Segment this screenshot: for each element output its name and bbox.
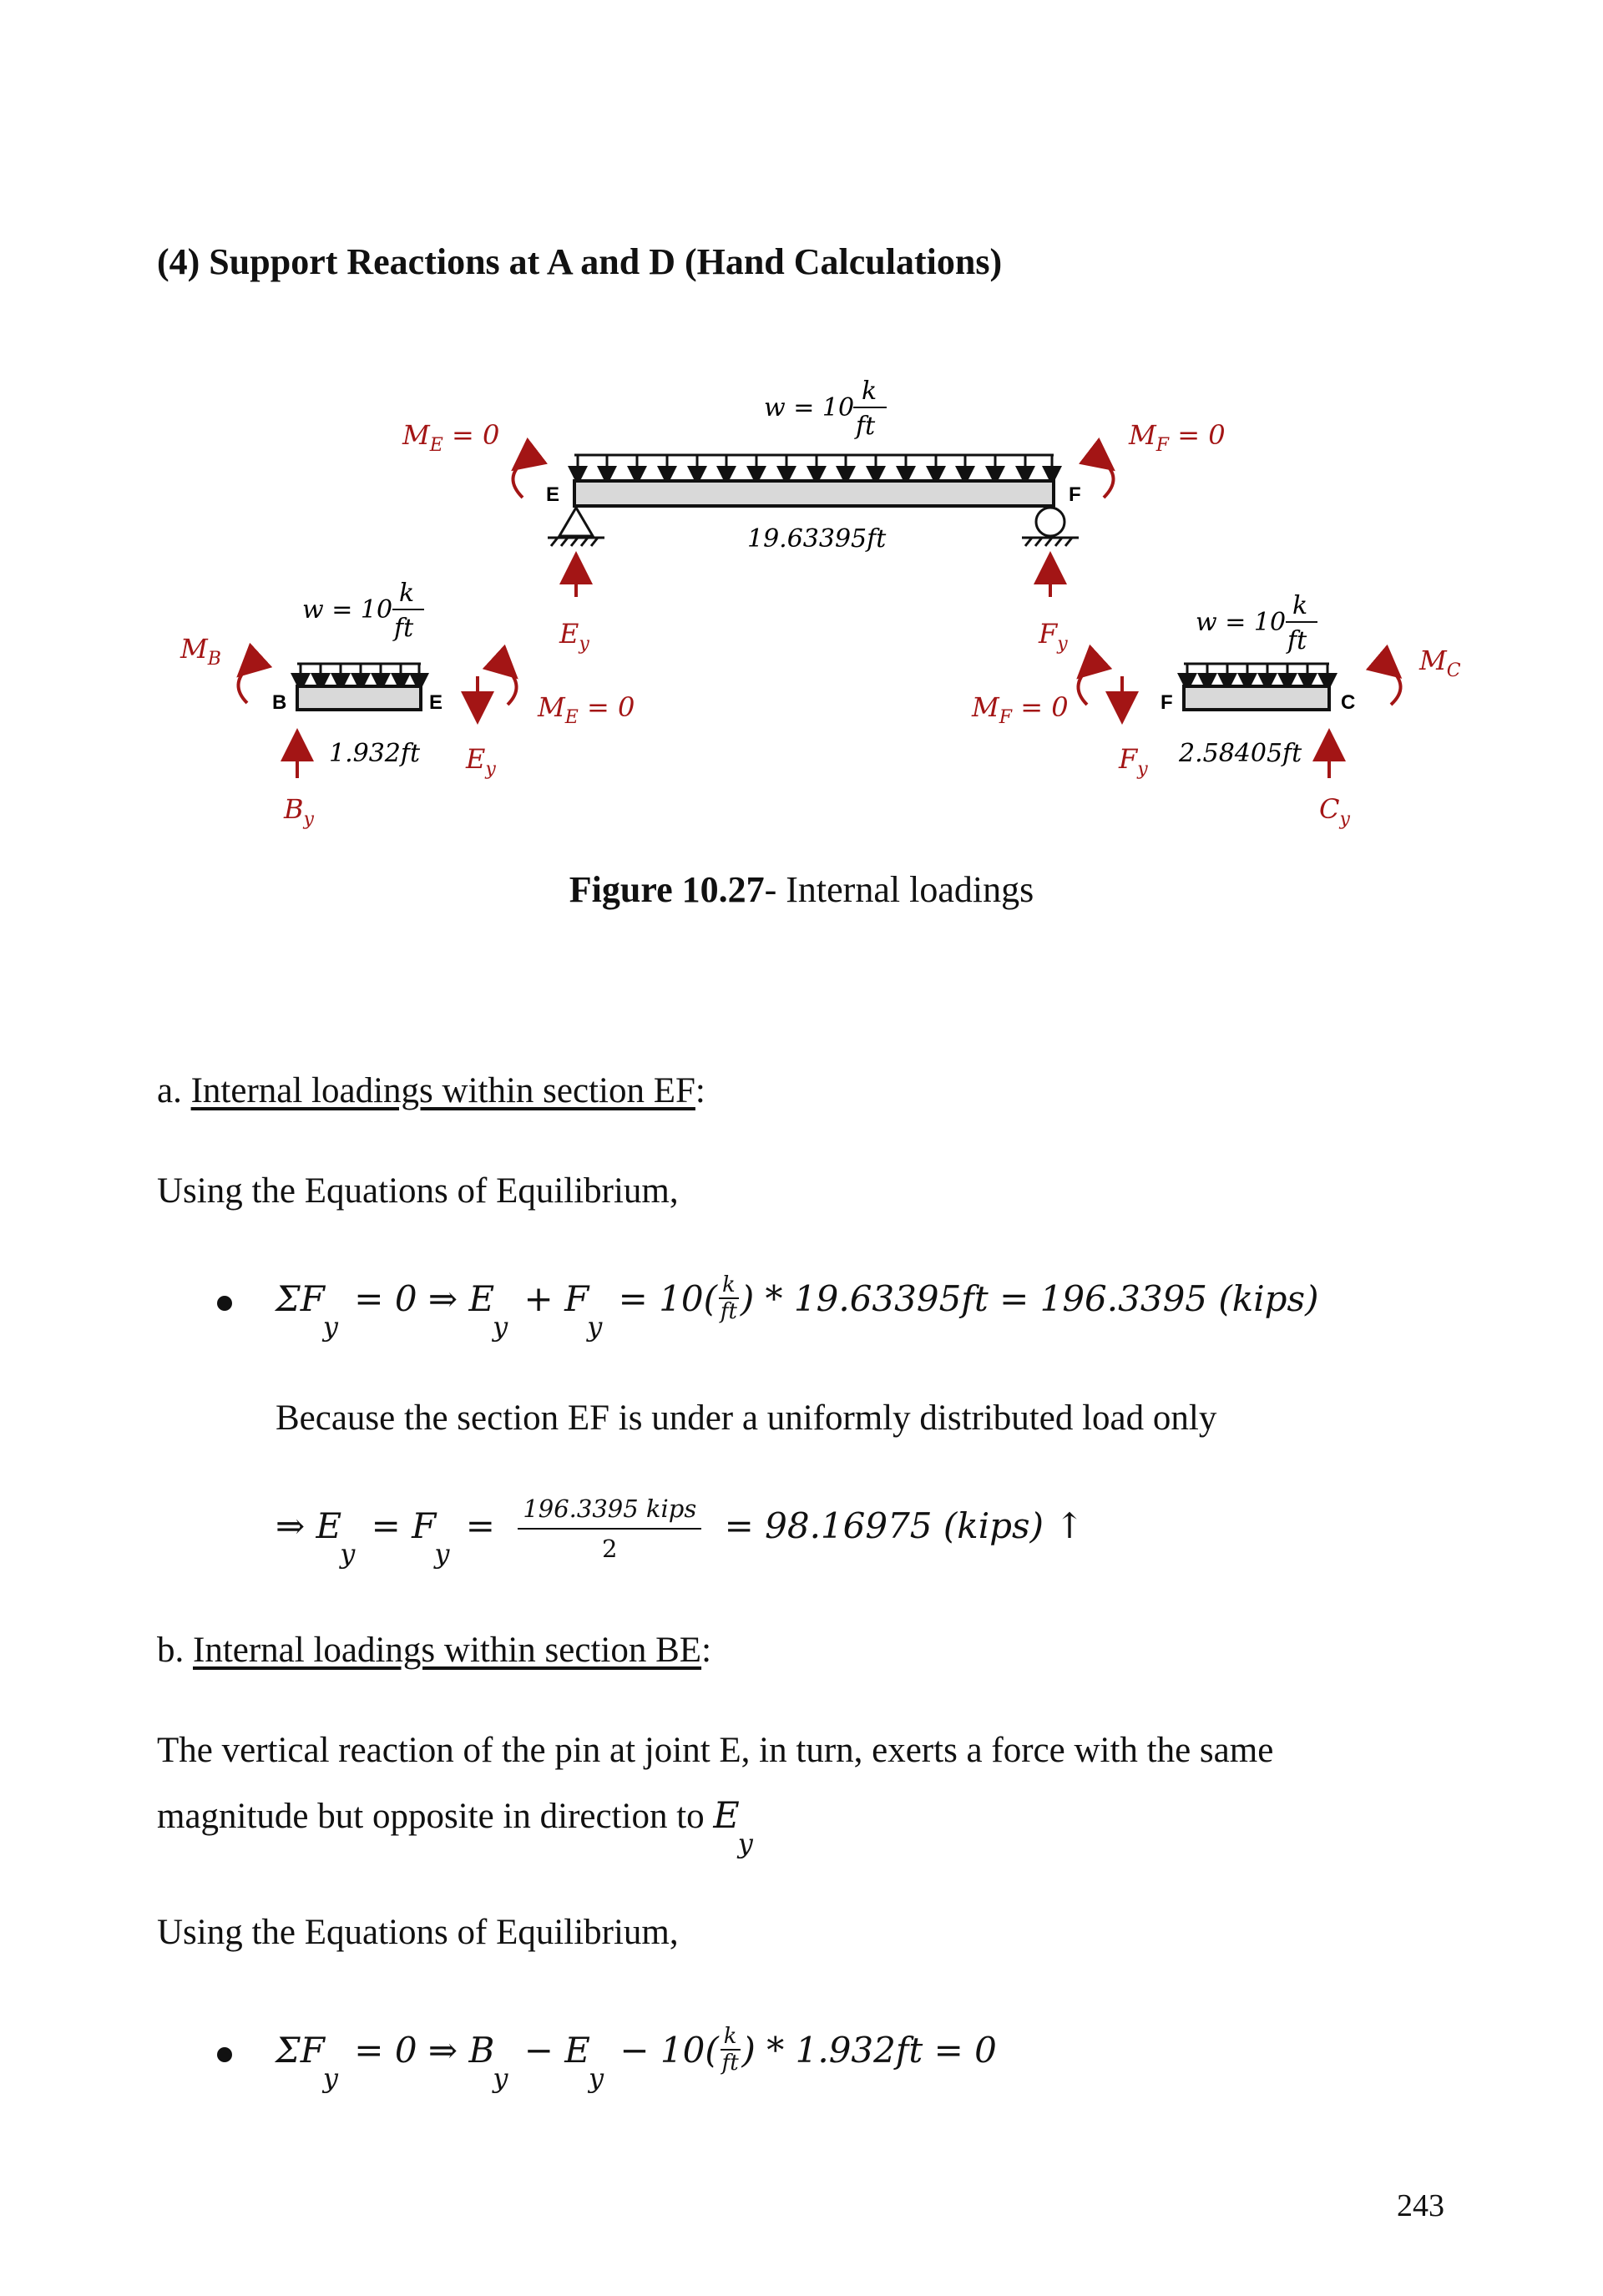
section-a-heading: a. Internal loadings within section EF:: [157, 1071, 705, 1110]
left-mb-label: $M_B$: [180, 633, 221, 670]
left-length: 1.932ft: [329, 739, 421, 768]
section-heading: (4) Support Reactions at A and D (Hand Calculations): [157, 241, 1003, 282]
right-load-den: ft: [1287, 626, 1307, 655]
right-load-label: w = 10: [1196, 608, 1287, 637]
section-b-equation-1: $\Sigma F_y = 0$ ⇒ $B_y - E_y - 10$( $\frac{k}{ft}$ ) * 1.932ft = 0: [276, 2024, 997, 2094]
right-length: 2.58405ft: [1179, 739, 1302, 768]
section-a-note: Because the section EF is under a uniformly distributed load only: [276, 1398, 1217, 1438]
right-mc-label: $M_C$: [1419, 645, 1461, 681]
pin-support-e: [548, 508, 604, 546]
section-b-heading: b. Internal loadings within section BE:: [157, 1631, 712, 1670]
top-load-label: w = 10: [764, 393, 855, 422]
right-point-f: F: [1161, 691, 1173, 714]
left-me-label: $M_E = 0$: [538, 691, 635, 728]
section-a-equation-1: $\Sigma F_y = 0$ ⇒ $E_y + F_y = 10$( $\frac{k}{ft}$ ) * 19.63395ft = 196.3395 (kips): [276, 1272, 1319, 1343]
left-point-b: B: [272, 691, 287, 714]
top-point-f: F: [1069, 483, 1081, 506]
right-fy-label: $F_y$: [1119, 743, 1148, 780]
top-beam: [574, 481, 1054, 506]
section-a-intro: Using the Equations of Equilibrium,: [157, 1171, 679, 1211]
left-mb-moment-arrow: [238, 666, 249, 703]
top-ey-label: $E_y$: [559, 618, 589, 655]
roller-support-f: [1022, 508, 1079, 546]
top-mf-label: $M_F = 0$: [1129, 419, 1226, 456]
right-load-num: k: [1292, 591, 1308, 620]
left-beam: [297, 686, 421, 710]
internal-loadings-figure: [0, 317, 1603, 852]
left-me-moment-arrow: [506, 668, 517, 705]
top-fy-label: $F_y$: [1039, 618, 1068, 655]
left-load-label: w = 10: [302, 595, 393, 625]
top-beam-group: [402, 377, 1226, 655]
bullet: [217, 2047, 232, 2062]
right-point-c: C: [1341, 691, 1356, 714]
page-number: 243: [1397, 2188, 1444, 2223]
figure-caption: Figure 10.27- Internal loadings: [569, 869, 1034, 910]
left-load-num: k: [399, 579, 415, 608]
right-mc-moment-arrow: [1389, 668, 1401, 705]
top-length: 19.63395ft: [747, 524, 887, 554]
right-distributed-load: [1184, 664, 1329, 683]
top-mf-moment-arrow: [1102, 461, 1114, 498]
top-point-e: E: [546, 483, 560, 506]
right-beam: [1184, 686, 1329, 710]
top-load-num: k: [862, 377, 877, 406]
left-distributed-load: [297, 664, 421, 683]
left-ey-label: $E_y$: [466, 743, 496, 780]
left-load-den: ft: [394, 614, 414, 643]
top-distributed-load: [574, 455, 1054, 476]
left-point-e: E: [429, 691, 443, 714]
section-a-equation-2: ⇒ $E_y = F_y$ = $\frac{\text{196.3395 kips}}{2}$ = 98.16975 (kips) ↑: [276, 1494, 1085, 1570]
right-mf-label: $M_F = 0$: [972, 691, 1069, 728]
top-me-moment-arrow: [513, 461, 524, 498]
top-me-label: $M_E = 0$: [402, 419, 500, 456]
top-load-den: ft: [856, 412, 876, 441]
bullet: [217, 1296, 232, 1311]
left-beam-group: [180, 579, 635, 830]
left-by-label: $B_y$: [284, 793, 314, 830]
section-b-intro: Using the Equations of Equilibrium,: [157, 1913, 679, 1952]
section-b-paragraph-line-1: The vertical reaction of the pin at joint E, in turn, exerts a force with the same: [157, 1731, 1274, 1770]
right-cy-label: $C_y$: [1319, 793, 1350, 830]
section-b-paragraph-line-2: magnitude but opposite in direction to $E_y$: [157, 1795, 753, 1859]
right-mf-moment-arrow: [1078, 668, 1089, 705]
